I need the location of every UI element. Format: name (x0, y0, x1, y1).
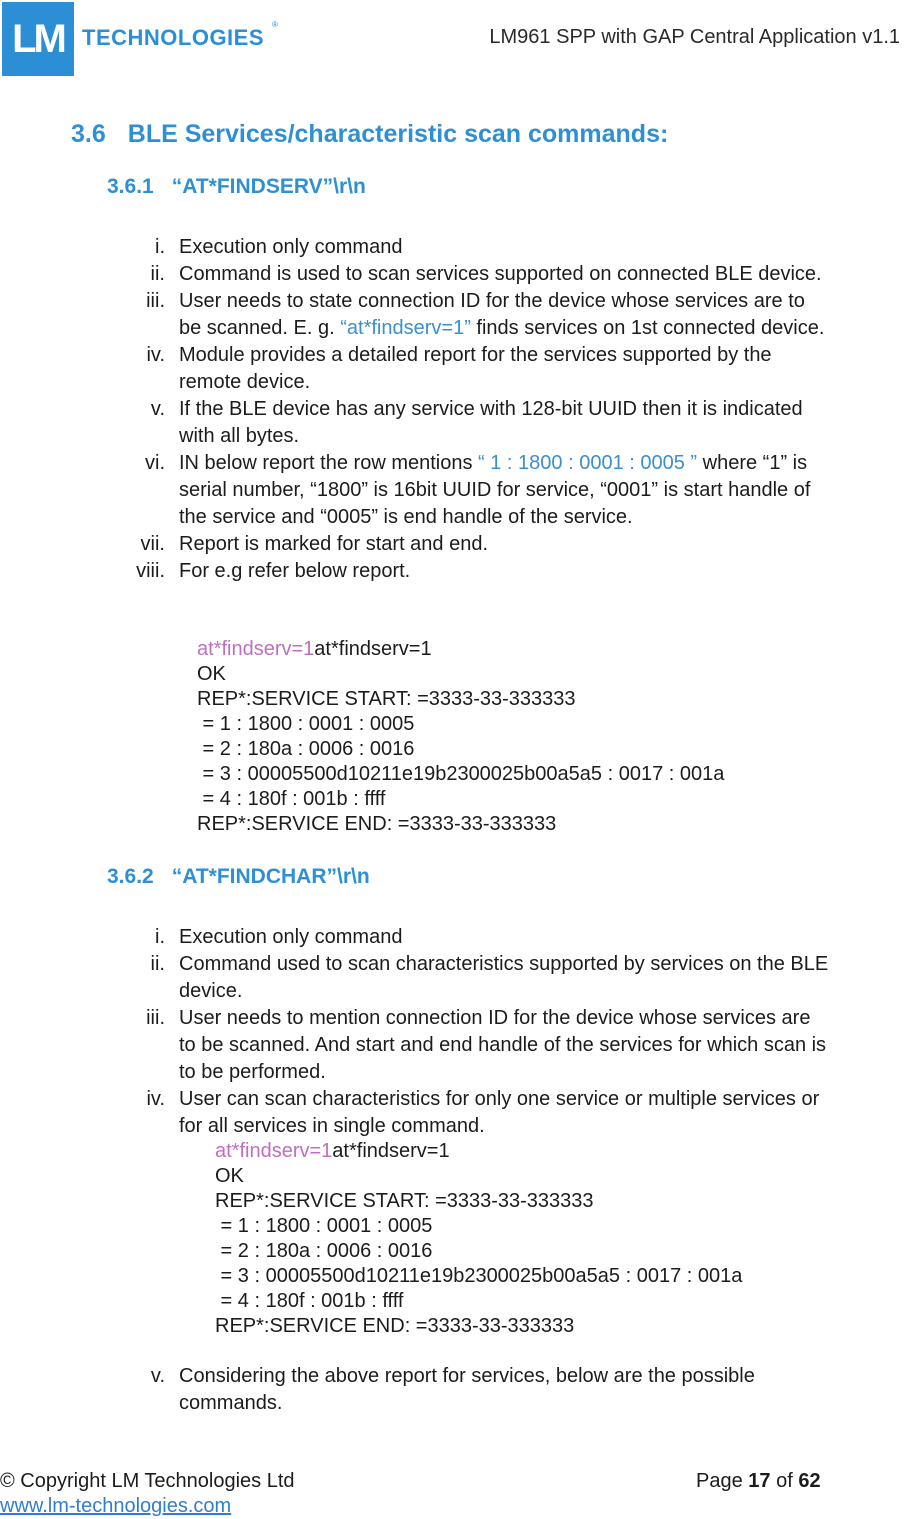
logo-text: TECHNOLOGIES (82, 25, 265, 50)
list-item: vi. IN below report the row mentions “ 1 : 1800 : 0001 : 0005 ” where “1” is serial number, “1800” is 16bit UUID for service, “0001” is start handle of the service and “0005” is end handle of the service. (145, 452, 811, 528)
findchar-list-continued (0, 1363, 908, 1417)
logo-mark: LM (12, 16, 64, 61)
list-item: iv. Module provides a detailed report for the services supported by the remote device. (146, 344, 772, 393)
code-line: = 3 : 00005500d10211e19b2300025b00a5a5 : 0017 : 001a (215, 1265, 743, 1287)
list-item: ii. Command used to scan characteristics supported by services on the BLE device. (150, 953, 829, 1002)
list-item: iii. User needs to mention connection ID for the device whose services are to be scanned. And start and end handle of the services for which scan is to be performed. (146, 1007, 827, 1083)
subsection-heading-findserv (107, 175, 366, 199)
section-title: BLE Services/characteristic scan commands: (127, 120, 669, 148)
inline-command-example: “at*findserv=1” (340, 317, 471, 339)
code-line: = 1 : 1800 : 0001 : 0005 (215, 1215, 433, 1237)
footer-website-link[interactable]: www.lm-technologies.com (0, 1495, 232, 1517)
list-item: ii. Command is used to scan services supported on connected BLE device. (150, 263, 822, 285)
footer-page-number: Page 17 of 62 (696, 1470, 821, 1492)
subsection-number: 3.6.2 (107, 865, 154, 888)
code-line: = 4 : 180f : 001b : ffff (215, 1290, 404, 1312)
list-item: iii. User needs to state connection ID for the device whose services are to be scanned. E. g. “at*findserv=1” finds services on 1st connected device. (146, 290, 825, 339)
code-line: = 1 : 1800 : 0001 : 0005 (197, 713, 415, 735)
page-header (0, 0, 908, 80)
list-item: i. Execution only command (155, 926, 403, 948)
code-line: OK (215, 1165, 244, 1187)
list-item: vii. Report is marked for start and end. (140, 533, 489, 555)
subsection-title: “AT*FINDCHAR”\r\n (171, 865, 370, 888)
inline-report-row: “ 1 : 1800 : 0001 : 0005 ” (478, 452, 698, 474)
document-title: LM961 SPP with GAP Central Application v1.1 (489, 26, 900, 48)
footer-copyright: © Copyright LM Technologies Ltd (0, 1470, 295, 1492)
section-heading (71, 120, 668, 149)
subsection-title: “AT*FINDSERV”\r\n (171, 175, 366, 198)
findserv-list (0, 234, 908, 585)
findchar-list (0, 924, 908, 1140)
code-line: REP*:SERVICE START: =3333-33-333333 (215, 1190, 594, 1212)
list-item: i. Execution only command (155, 236, 403, 258)
list-item: v. Considering the above report for services, below are the possible commands. (150, 1365, 755, 1414)
code-line: REP*:SERVICE END: =3333-33-333333 (215, 1315, 575, 1337)
list-item: v. If the BLE device has any service with 128-bit UUID then it is indicated with all bytes. (150, 398, 803, 447)
subsection-heading-findchar (107, 865, 370, 889)
code-line: = 3 : 00005500d10211e19b2300025b00a5a5 : 0017 : 001a (197, 763, 725, 785)
code-line: = 2 : 180a : 0006 : 0016 (215, 1240, 433, 1262)
section-number: 3.6 (71, 120, 106, 148)
findchar-report-code: at*findserv=1at*findserv=1 OK REP*:SERVICE START: =3333-33-333333 = 1 : 1800 : 0001 : 0005 = 2 : 180a : 0006 : 0016 = 3 : 00005500d10211e19b2300025b00a5a5 : 0017 : 001a = 4 : 180f : 001b : ffff REP*:SERVICE END: =3333-33-333333 (215, 1140, 743, 1337)
subsection-number: 3.6.1 (107, 175, 154, 198)
findserv-report-code: at*findserv=1at*findserv=1 OK REP*:SERVICE START: =3333-33-333333 = 1 : 1800 : 0001 : 0005 = 2 : 180a : 0006 : 0016 = 3 : 00005500d10211e19b2300025b00a5a5 : 0017 : 001a = 4 : 180f : 001b : ffff REP*:SERVICE END: =3333-33-333333 (197, 638, 725, 835)
logo-registered-mark: ® (272, 20, 278, 29)
code-line: = 4 : 180f : 001b : ffff (197, 788, 386, 810)
lm-logo (2, 2, 74, 76)
list-item: iv. User can scan characteristics for only one service or multiple services or for all services in single command. (146, 1088, 820, 1137)
code-line: OK (197, 663, 226, 685)
code-line: = 2 : 180a : 0006 : 0016 (197, 738, 415, 760)
list-item: viii. For e.g refer below report. (136, 560, 411, 582)
code-line: REP*:SERVICE START: =3333-33-333333 (197, 688, 576, 710)
code-line: REP*:SERVICE END: =3333-33-333333 (197, 813, 557, 835)
